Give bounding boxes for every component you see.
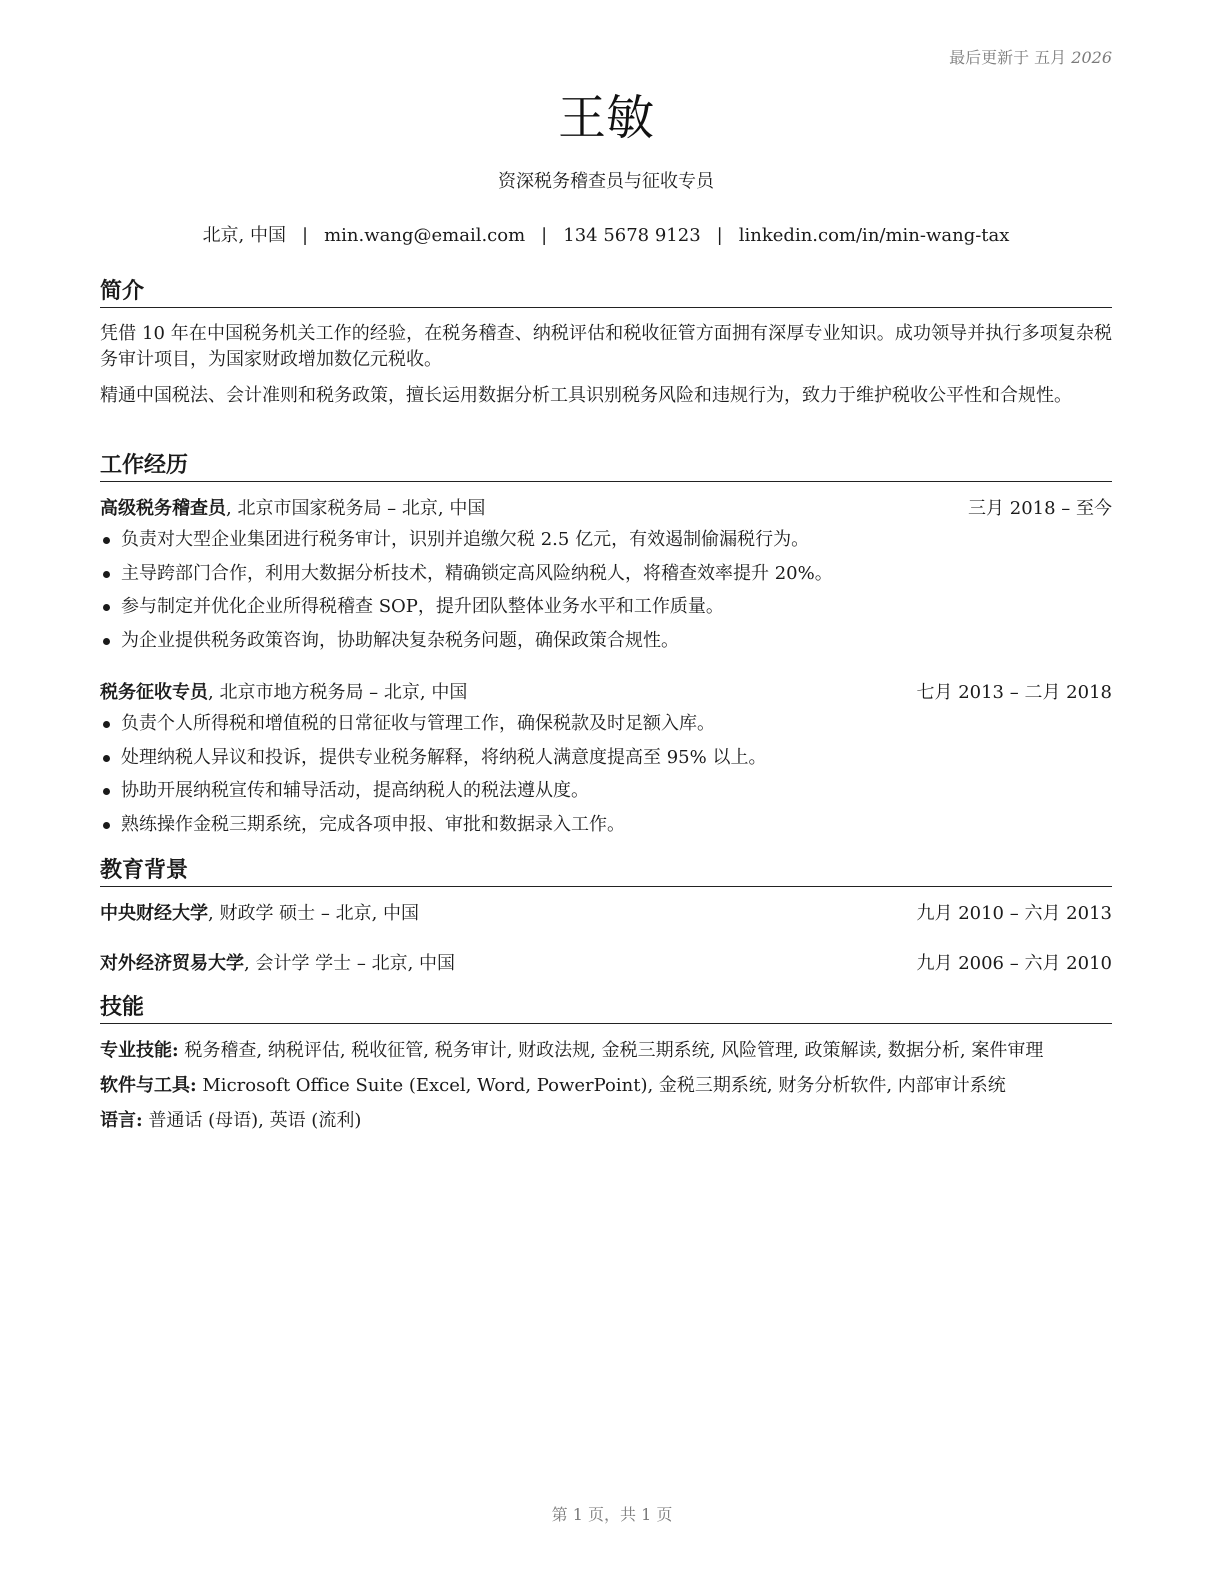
last-updated [949, 45, 1112, 68]
skill-label: 语言: [100, 1110, 143, 1131]
job-employer: , 北京市地方税务局 – 北京, 中国 [208, 682, 468, 703]
summary-paragraph: 精通中国税法、会计准则和税务政策，擅长运用数据分析工具识别税务风险和违规行为，致力于维护税收公平性和合规性。 [100, 385, 1072, 406]
bullet-text: 主导跨部门合作，利用大数据分析技术，精确锁定高风险纳税人，将稽查效率提升 20%。 [121, 562, 833, 584]
education-school: 中央财经大学 [100, 903, 208, 924]
contact-email[interactable]: min.wang@email.com [324, 225, 526, 246]
bullet-icon [103, 755, 110, 762]
bullet-item [100, 594, 1112, 628]
education-entry [100, 901, 1112, 927]
job-role: 高级税务稽查员 [100, 498, 226, 519]
summary-paragraph: 凭借 10 年在中国税务机关工作的经验，在税务稽查、纳税评估和税收征管方面拥有深厚专业知识。成功领导并执行多项复杂税务审计项目，为国家财政增加数亿元税收。 [100, 323, 1112, 370]
bullet-text: 处理纳税人异议和投诉，提供专业税务解释，将纳税人满意度提高至 95% 以上。 [121, 746, 767, 768]
section-title-education: 教育背景 [100, 857, 1112, 887]
candidate-name: 王敏 [557, 90, 654, 146]
last-updated-year: 2026 [1071, 48, 1112, 67]
bullet-icon [103, 537, 110, 544]
job-bullets [100, 527, 1112, 661]
job-dates: 七月 2013 – 二月 2018 [916, 682, 1112, 703]
bullet-item [100, 527, 1112, 561]
bullet-item [100, 778, 1112, 812]
skill-value: 税务稽查, 纳税评估, 税收征管, 税务审计, 财政法规, 金税三期系统, 风险管理, 政策解读, 数据分析, 案件审理 [178, 1040, 1044, 1061]
bullet-icon [103, 571, 110, 578]
job-employer: , 北京市国家税务局 – 北京, 中国 [226, 498, 486, 519]
bullet-text: 参与制定并优化企业所得税稽查 SOP，提升团队整体业务水平和工作质量。 [121, 596, 724, 617]
bullet-item [100, 561, 1112, 595]
bullet-icon [103, 822, 110, 829]
education-dates: 九月 2010 – 六月 2013 [916, 903, 1112, 924]
contact-separator: | [716, 225, 723, 246]
skill-label: 软件与工具: [100, 1075, 197, 1096]
section-title-experience: 工作经历 [100, 452, 1112, 482]
bullet-item [100, 711, 1112, 745]
job-role: 税务征收专员 [100, 682, 208, 703]
contact-separator: | [302, 225, 309, 246]
education-entry [100, 951, 1112, 977]
education-dates: 九月 2006 – 六月 2010 [916, 953, 1112, 974]
contact-location: 北京, 中国 [202, 225, 287, 246]
skill-value: 普通话 (母语), 英语 (流利) [142, 1110, 362, 1131]
bullet-icon [103, 638, 110, 645]
page-footer: 第 1 页，共 1 页 [551, 1505, 673, 1524]
job-header [100, 496, 1112, 522]
bullet-text: 为企业提供税务政策咨询，协助解决复杂税务问题，确保政策合规性。 [121, 629, 679, 651]
bullet-item [100, 628, 1112, 662]
bullet-item [100, 812, 1112, 846]
education-school: 对外经济贸易大学 [100, 953, 244, 974]
skill-line [100, 1073, 1112, 1099]
skill-value: Microsoft Office Suite (Excel, Word, PowerPoint), 金税三期系统, 财务分析软件, 内部审计系统 [196, 1075, 1006, 1096]
contact-linkedin[interactable]: linkedin.com/in/min-wang-tax [738, 225, 1010, 246]
contact-phone: 134 5678 9123 [563, 225, 701, 246]
bullet-icon [103, 604, 110, 611]
bullet-item [100, 745, 1112, 779]
contact-separator: | [541, 225, 548, 246]
job-header [100, 680, 1112, 706]
section-title-summary: 简介 [100, 278, 1112, 308]
last-updated-label: 最后更新于 五月 [949, 48, 1072, 67]
skill-label: 专业技能: [100, 1040, 179, 1061]
bullet-icon [103, 788, 110, 795]
skill-line [100, 1038, 1112, 1064]
bullet-text: 熟练操作金税三期系统，完成各项申报、审批和数据录入工作。 [121, 813, 625, 835]
contact-line [100, 224, 1112, 248]
job-bullets [100, 711, 1112, 845]
candidate-headline: 资深税务稽查员与征收专员 [498, 171, 714, 192]
bullet-text: 协助开展纳税宣传和辅导活动，提高纳税人的税法遵从度。 [121, 780, 589, 801]
skill-line [100, 1108, 1112, 1134]
bullet-text: 负责个人所得税和增值税的日常征收与管理工作，确保税款及时足额入库。 [121, 713, 715, 734]
education-degree: , 会计学 学士 – 北京, 中国 [244, 953, 456, 974]
bullet-icon [103, 721, 110, 728]
education-degree: , 财政学 硕士 – 北京, 中国 [208, 903, 420, 924]
bullet-text: 负责对大型企业集团进行税务审计，识别并追缴欠税 2.5 亿元，有效遏制偷漏税行为。 [121, 529, 810, 550]
job-dates: 三月 2018 – 至今 [968, 498, 1112, 519]
section-title-skills: 技能 [100, 994, 1112, 1024]
